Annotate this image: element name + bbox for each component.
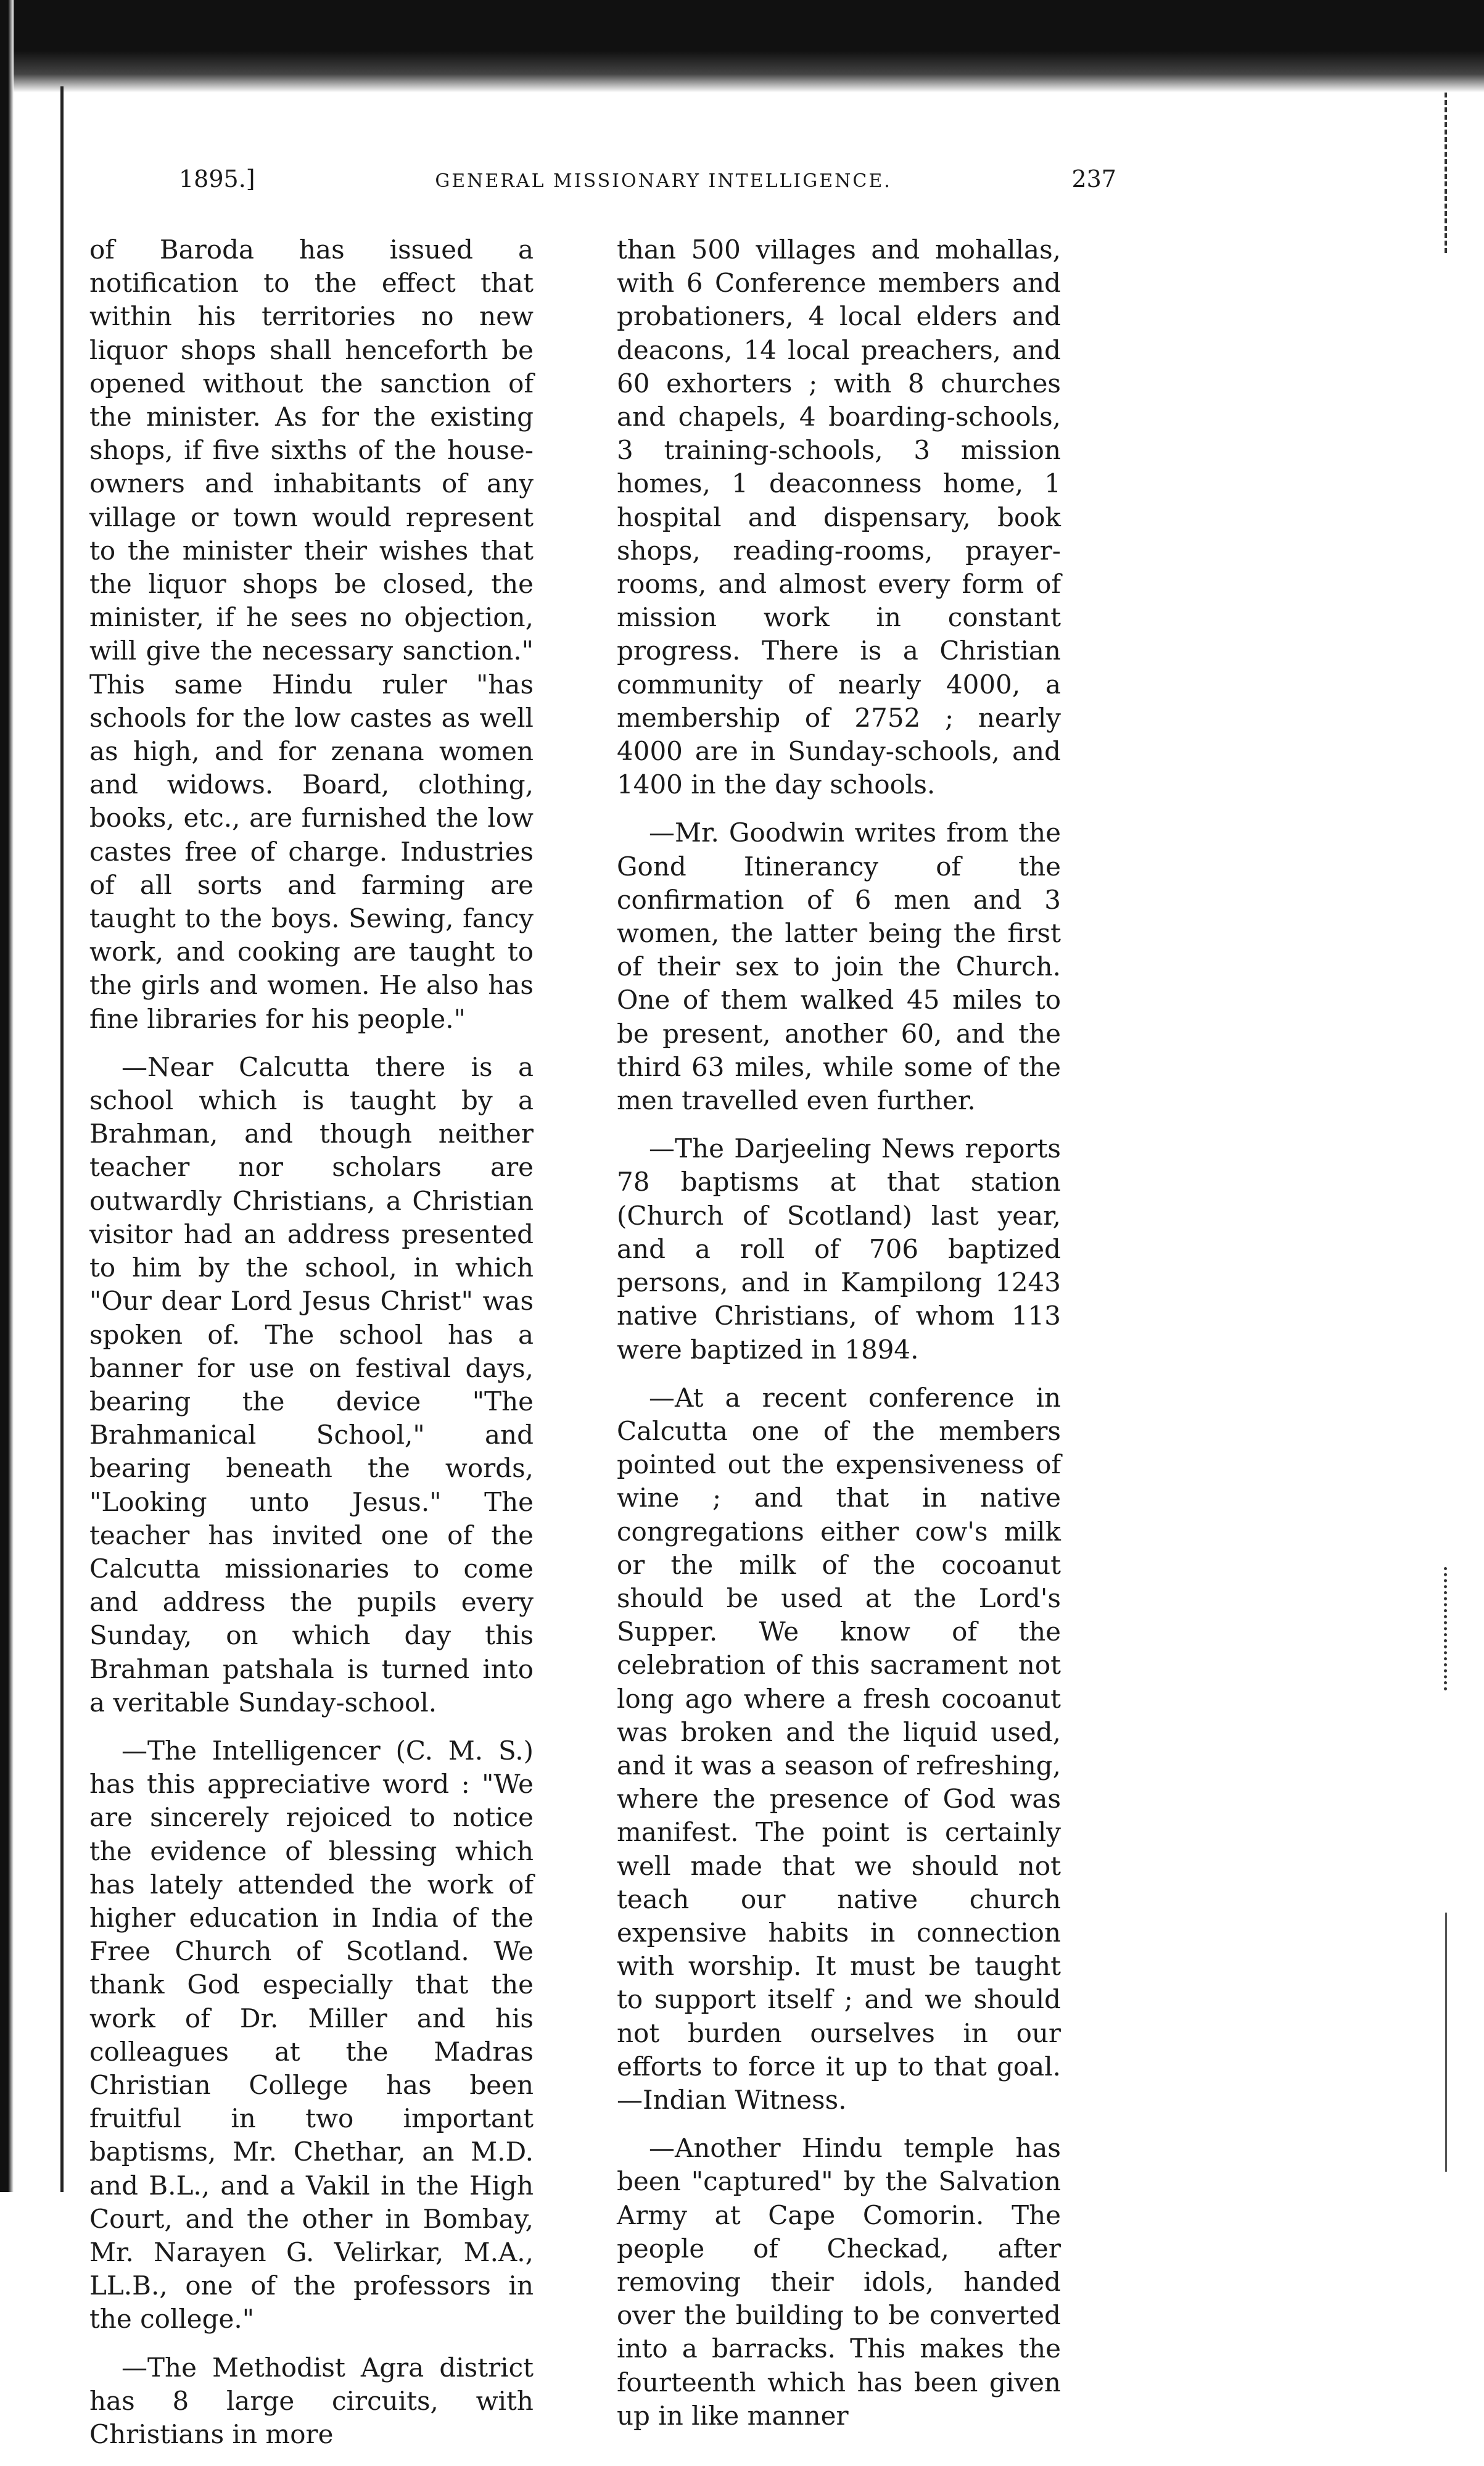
- paragraph: —Another Hindu temple has been "captured" by the Salvation Army at Cape Comorin. The people of Checkad, after removing their idols, handed over the building to be converted into a barracks. This makes the fourteenth which has been given up in like manner: [617, 2133, 1061, 2431]
- paragraph: —The Methodist Agra district has 8 large circuits, with Christians in more: [89, 2352, 534, 2449]
- scan-right-marks: [1433, 1913, 1447, 2172]
- paragraph: —Mr. Goodwin writes from the Gond Itinerancy of the confirmation of 6 men and 3 women, the latter being the first of their sex to join the Church. One of them walked 45 miles to be present, another 60, and the third 63 miles, while some of the men travelled even further.: [617, 817, 1061, 1116]
- scan-left-edge: [0, 0, 14, 2192]
- paragraph: than 500 villages and mohallas, with 6 Conference members and probationers, 4 local elders and deacons, 14 local preachers, and 60 exhorters ; with 8 churches and chapels, 4 boarding-schools, 3 training-schools, 3 mission homes, 1 deaconness home, 1 hospital and dispensary, book shops, reading-rooms, prayer-rooms, and almost every form of mission work in constant progress. There is a Christian community of nearly 4000, a membership of 2752 ; nearly 4000 are in Sunday-schools, and 1400 in the day schools.: [617, 234, 1061, 800]
- scan-right-marks: [1413, 1567, 1447, 1690]
- page-number: 237: [1071, 165, 1116, 192]
- paragraph: —The Darjeeling News reports 78 baptisms at that station (Church of Scotland) last year, and a roll of 706 baptized persons, and in Kampilong 1243 native Christians, of whom 113 were baptized in 1894.: [617, 1133, 1061, 1365]
- paragraph: —Near Calcutta there is a school which is taught by a Brahman, and though neither teacher nor scholars are outwardly Christians, a Christian visitor had an address presented to him by the school, in which "Our dear Lord Jesus Christ" was spoken of. The school has a banner for use on festival days, bearing the device "The Brahmanical School," and bearing beneath the words, "Looking unto Jesus." The teacher has invited one of the Calcutta missionaries to come and address the pupils every Sunday, on which day this Brahman patshala is turned into a veritable Sunday-school.: [89, 1051, 534, 1718]
- left-column: [89, 233, 534, 2466]
- scan-right-marks: [1420, 93, 1447, 253]
- scan-left-rule: [60, 86, 64, 2192]
- running-head: [179, 165, 1116, 202]
- right-column: [617, 233, 1061, 2447]
- paragraph: —At a recent conference in Calcutta one of the members pointed out the expensiveness of wine ; and that in native congregations either cow's milk or the milk of the cocoanut should be used at the Lord's Supper. We know of the celebration of this sacrament not long ago where a fresh cocoanut was broken and the liquid used, and it was a season of refreshing, where the presence of God was manifest. The point is certainly well made that we should not teach our native church expensive habits in connection with worship. It must be taught to support itself ; and we should not burden ourselves in our efforts to force it up to that goal.—Indian Witness.: [617, 1382, 1061, 2115]
- header-year: 1895.]: [179, 165, 255, 192]
- header-title: GENERAL MISSIONARY INTELLIGENCE.: [435, 170, 892, 192]
- paragraph: —The Intelligencer (C. M. S.) has this appreciative word : "We are sincerely rejoiced to notice the evidence of blessing which has lately attended the work of higher education in India of the Free Church of Scotland. We thank God especially that the work of Dr. Miller and his colleagues at the Madras Christian College has been fruitful in two important baptisms, Mr. Chethar, an M.D. and B.L., and a Vakil in the High Court, and the other in Bombay, Mr. Narayen G. Velirkar, M.A., LL.B., one of the professors in the college.": [89, 1735, 534, 2335]
- paragraph: of Baroda has issued a notification to the effect that within his territories no new liquor shops shall henceforth be opened without the sanction of the minister. As for the existing shops, if five sixths of the house-owners and inhabitants of any village or town would represent to the minister their wishes that the liquor shops be closed, the minister, if he sees no objection, will give the necessary sanction." This same Hindu ruler "has schools for the low castes as well as high, and for zenana women and widows. Board, clothing, books, etc., are furnished the low castes free of charge. Industries of all sorts and farming are taught to the boys. Sewing, fancy work, and cooking are taught to the girls and women. He also has fine libraries for his people.": [89, 234, 534, 1034]
- scan-top-edge: [0, 0, 1484, 93]
